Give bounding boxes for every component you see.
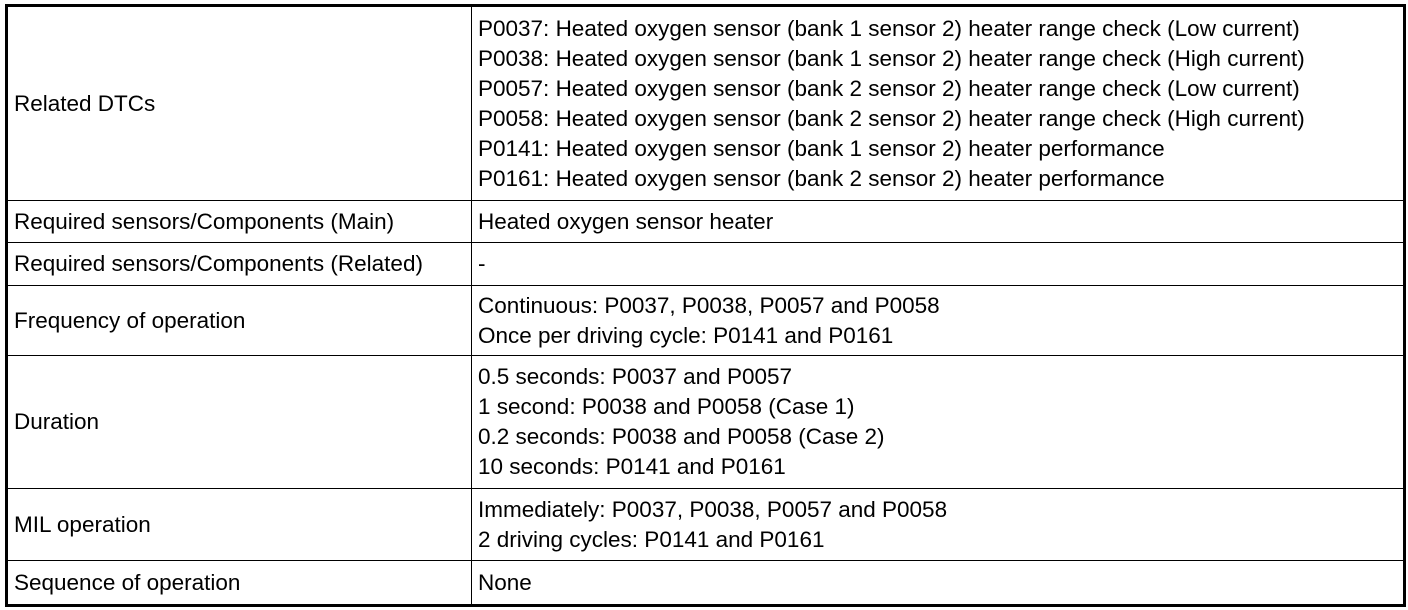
row-duration <box>7 356 1405 489</box>
row-value <box>472 561 1405 606</box>
row-label: Duration <box>7 356 472 489</box>
row-label: Sequence of operation <box>7 561 472 606</box>
row-label: MIL operation <box>7 489 472 561</box>
value-line: 1 second: P0038 and P0058 (Case 1) <box>478 394 855 419</box>
row-value <box>472 356 1405 489</box>
dtc-line: P0141: Heated oxygen sensor (bank 1 sensor 2) heater performance <box>478 135 1165 161</box>
row-label: Frequency of operation <box>7 286 472 356</box>
row-value <box>472 6 1405 201</box>
monitor-spec-table <box>5 4 1406 607</box>
row-value <box>472 286 1405 356</box>
row-label: Related DTCs <box>7 6 472 201</box>
dtc-line: P0037: Heated oxygen sensor (bank 1 sensor 2) heater range check (Low current) <box>478 15 1300 41</box>
row-value <box>472 201 1405 243</box>
dtc-line: P0057: Heated oxygen sensor (bank 2 sensor 2) heater range check (Low current) <box>478 75 1300 101</box>
value-line: Immediately: P0037, P0038, P0057 and P0058 <box>478 496 948 522</box>
value-line: Heated oxygen sensor heater <box>478 208 774 234</box>
value-line: Continuous: P0037, P0038, P0057 and P0058 <box>478 292 940 318</box>
row-required-main <box>7 201 1405 243</box>
dtc-line: P0161: Heated oxygen sensor (bank 2 sensor 2) heater performance <box>478 165 1165 191</box>
row-value <box>472 243 1405 286</box>
value-line: None <box>478 569 532 595</box>
value-line: 0.2 seconds: P0038 and P0058 (Case 2) <box>478 424 885 449</box>
value-line: - <box>478 251 486 276</box>
row-label: Required sensors/Components (Related) <box>7 243 472 286</box>
value-line: 10 seconds: P0141 and P0161 <box>478 454 786 479</box>
row-mil-operation <box>7 489 1405 561</box>
value-line: 0.5 seconds: P0037 and P0057 <box>478 364 793 389</box>
row-related-dtcs <box>7 6 1405 201</box>
dtc-line: P0058: Heated oxygen sensor (bank 2 sensor 2) heater range check (High current) <box>478 105 1305 131</box>
value-line: Once per driving cycle: P0141 and P0161 <box>478 322 894 348</box>
row-frequency <box>7 286 1405 356</box>
row-required-related <box>7 243 1405 286</box>
row-sequence <box>7 561 1405 606</box>
row-label: Required sensors/Components (Main) <box>7 201 472 243</box>
dtc-line: P0038: Heated oxygen sensor (bank 1 sensor 2) heater range check (High current) <box>478 45 1305 71</box>
value-line: 2 driving cycles: P0141 and P0161 <box>478 526 825 552</box>
row-value <box>472 489 1405 561</box>
